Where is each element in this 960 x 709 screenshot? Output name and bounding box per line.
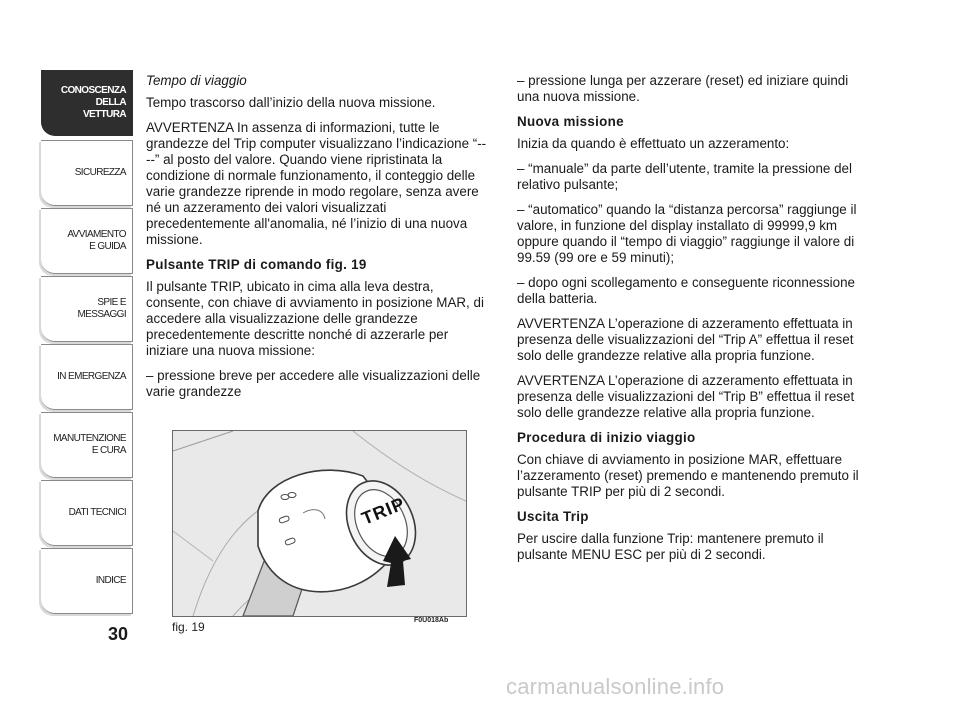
paragraph: Per uscire dalla funzione Trip: mantenere premuto il pulsante MENU ESC per più di 2 secondi. xyxy=(517,531,824,562)
tab-dati-tecnici[interactable] xyxy=(41,480,133,546)
paragraph: Inizia da quando è effettuato un azzeramento: xyxy=(517,136,790,151)
paragraph: – dopo ogni scollegamento e conseguente riconnessione della batteria. xyxy=(517,275,855,306)
tab-label: IN EMERGENZA xyxy=(57,371,126,382)
left-column xyxy=(146,73,490,409)
page-number: 30 xyxy=(107,624,129,644)
tab-avviamento-e-guida[interactable] xyxy=(41,208,133,274)
paragraph: – pressione breve per accedere alle visualizzazioni delle varie grandezze xyxy=(146,368,481,399)
paragraph: – “automatico” quando la “distanza percorsa” raggiunge il valore, in funzione del display installato di 99999,9 km oppure quando il “tempo di viaggio” raggiunge il valore di 99.59 (99 ore e 59 minuti); xyxy=(517,202,857,265)
tab-label: DATI TECNICI xyxy=(68,507,126,518)
tab-sicurezza[interactable] xyxy=(41,140,133,206)
figure-code: F0U018Ab xyxy=(414,617,449,624)
section-heading: Procedura di inizio viaggio xyxy=(517,430,696,445)
paragraph: Tempo trascorso dall’inizio della nuova missione. xyxy=(146,95,436,110)
tab-label: CONOSCENZA DELLA VETTURA xyxy=(60,85,126,120)
right-column xyxy=(517,73,873,572)
tab-conoscenza-della-vettura[interactable] xyxy=(41,70,133,136)
subheading-tempo-di-viaggio: Tempo di viaggio xyxy=(146,73,247,88)
figure-trip-lever xyxy=(172,430,467,617)
section-heading: Uscita Trip xyxy=(517,509,589,524)
tab-in-emergenza[interactable] xyxy=(41,344,133,410)
paragraph-avvertenza: AVVERTENZA L’operazione di azzeramento effettuata in presenza delle visualizzazioni del “Trip B” effettua il reset solo delle grandezze relative alla propria funzione. xyxy=(517,373,855,420)
paragraph: Il pulsante TRIP, ubicato in cima alla leva destra, consente, con chiave di avviamento in posizione MAR, di accedere alla visualizzazione delle grandezze precedentemente descritte nonché di azzerarle per iniziare una nuova missione: xyxy=(146,279,484,358)
tab-label: INDICE xyxy=(95,575,126,586)
paragraph: – pressione lunga per azzerare (reset) ed iniziare quindi una nuova missione. xyxy=(517,73,849,104)
paragraph: Con chiave di avviamento in posizione MAR, effettuare l’azzeramento (reset) premendo e mantenendo premuto il pulsante TRIP per più di 2 secondi. xyxy=(517,452,859,499)
tab-manutenzione-e-cura[interactable] xyxy=(41,412,133,478)
tab-label: SPIE E MESSAGGI xyxy=(77,297,126,320)
tab-spie-e-messaggi[interactable] xyxy=(41,276,133,342)
paragraph-avvertenza: AVVERTENZA In assenza di informazioni, tutte le grandezze del Trip computer visualizzano l’indicazione “----” al posto del valore. Quando viene ripristinata la condizione di normale funzionamento, il conteggio delle varie grandezze riprende in modo regolare, senza avere né un azzeramento dei valori visualizzati precedentemente all'anomalia, né l’inizio di una nuova missione. xyxy=(146,120,487,247)
tab-indice[interactable] xyxy=(41,548,133,614)
tab-label: SICUREZZA xyxy=(74,167,126,178)
paragraph: – “manuale” da parte dell’utente, tramite la pressione del relativo pulsante; xyxy=(517,161,852,192)
tab-label: MANUTENZIONE E CURA xyxy=(53,433,126,456)
figure-caption: fig. 19 xyxy=(172,620,205,634)
watermark: carmanualsonline.info xyxy=(506,674,725,699)
tab-label: AVVIAMENTO E GUIDA xyxy=(67,229,126,252)
paragraph-avvertenza: AVVERTENZA L’operazione di azzeramento effettuata in presenza delle visualizzazioni del “Trip A” effettua il reset solo delle grandezze relative alla propria funzione. xyxy=(517,316,854,363)
section-heading: Pulsante TRIP di comando fig. 19 xyxy=(146,257,367,272)
section-heading: Nuova missione xyxy=(517,114,624,129)
trip-button-label: TRIP xyxy=(358,493,408,529)
trip-lever-illustration xyxy=(173,431,466,616)
